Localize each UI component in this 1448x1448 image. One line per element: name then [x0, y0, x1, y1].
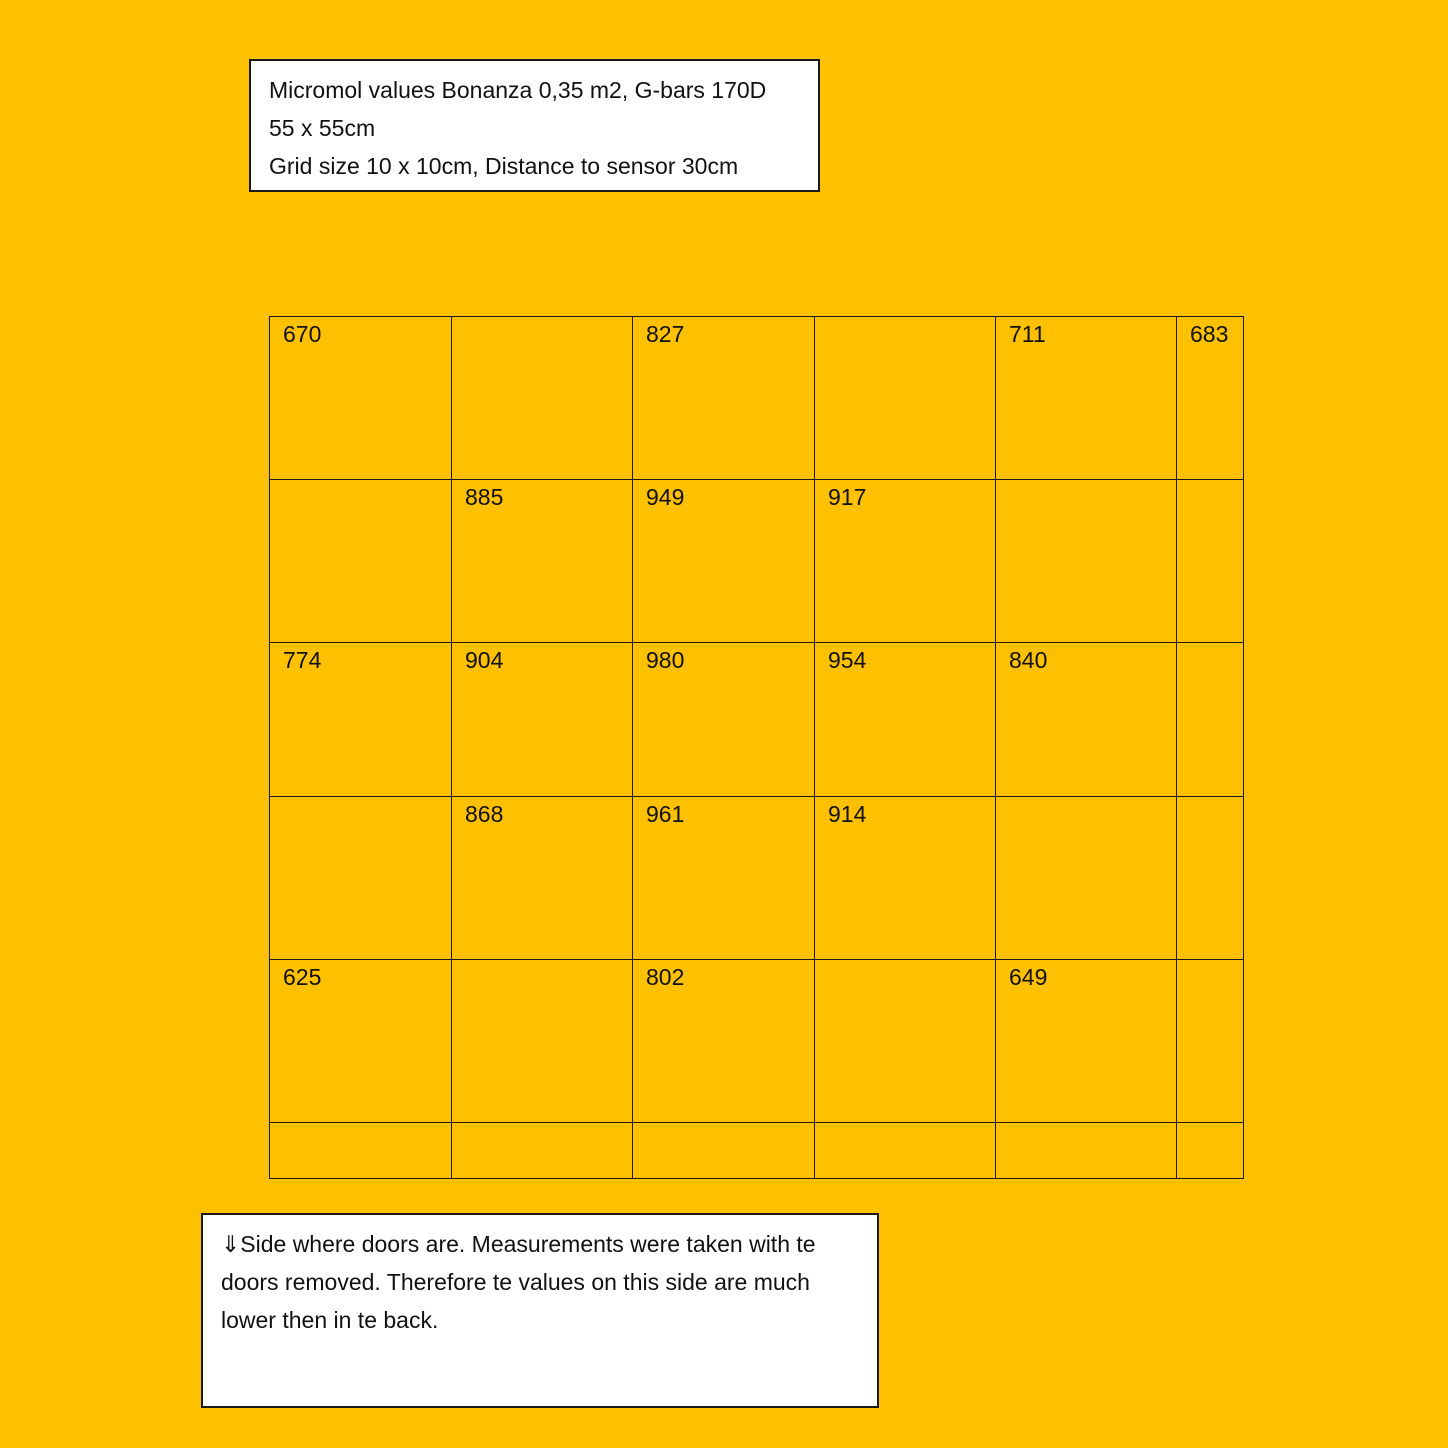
cell-value [452, 960, 632, 964]
title-box [249, 59, 820, 192]
cell-value [996, 797, 1176, 801]
cell-value: 917 [828, 484, 867, 510]
grid-cell [270, 1123, 452, 1179]
cell-value: 649 [1009, 964, 1048, 990]
grid-cell [452, 1123, 633, 1179]
title-line-2: 55 x 55cm [269, 115, 376, 141]
cell-value: 885 [465, 484, 504, 510]
note-line-2: doors removed. Therefore te values on this side are much [221, 1269, 810, 1295]
grid-cell [633, 1123, 815, 1179]
cell-value [633, 1123, 814, 1127]
grid-row [270, 1123, 1244, 1179]
grid-cell [452, 480, 633, 643]
grid-cell [1177, 480, 1244, 643]
grid-cell [633, 960, 815, 1123]
cell-value [1177, 1123, 1243, 1127]
grid-cell [270, 643, 452, 797]
cell-value: 954 [828, 647, 867, 673]
cell-value [996, 480, 1176, 484]
title-line-1: Micromol values Bonanza 0,35 m2, G-bars 170D [269, 77, 767, 103]
grid-row [270, 317, 1244, 480]
cell-value: 683 [1190, 321, 1229, 347]
cell-value [815, 1123, 995, 1127]
cell-value: 827 [646, 321, 685, 347]
grid-cell [452, 960, 633, 1123]
grid-cell [633, 797, 815, 960]
grid-cell [270, 480, 452, 643]
grid-cell [633, 643, 815, 797]
grid-cell [996, 797, 1177, 960]
grid-cell [815, 797, 996, 960]
cell-value: 840 [1009, 647, 1048, 673]
grid-cell [815, 960, 996, 1123]
grid-cell [996, 960, 1177, 1123]
cell-value: 868 [465, 801, 504, 827]
grid-row [270, 643, 1244, 797]
cell-value [270, 797, 451, 801]
grid-cell [1177, 797, 1244, 960]
note-box [201, 1213, 879, 1408]
grid-cell [270, 317, 452, 480]
measurement-grid [269, 316, 1244, 1179]
grid-cell [996, 480, 1177, 643]
cell-value [1177, 643, 1243, 647]
cell-value [452, 1123, 632, 1127]
cell-value: 774 [283, 647, 322, 673]
cell-value [996, 1123, 1176, 1127]
cell-value: 670 [283, 321, 322, 347]
grid-cell [452, 317, 633, 480]
grid-cell [815, 317, 996, 480]
grid-cell [996, 1123, 1177, 1179]
note-line-3: lower then in te back. [221, 1307, 439, 1333]
grid-cell [996, 643, 1177, 797]
cell-value [815, 960, 995, 964]
cell-value: 711 [1009, 321, 1046, 347]
grid-cell [270, 960, 452, 1123]
grid-cell [815, 643, 996, 797]
cell-value: 980 [646, 647, 685, 673]
cell-value [452, 317, 632, 321]
grid-row [270, 797, 1244, 960]
title-line-3: Grid size 10 x 10cm, Distance to sensor 30cm [269, 153, 739, 179]
cell-value [1177, 960, 1243, 964]
cell-value [1177, 480, 1243, 484]
grid-cell [452, 797, 633, 960]
cell-value: 949 [646, 484, 685, 510]
grid-cell [1177, 960, 1244, 1123]
grid-cell [996, 317, 1177, 480]
cell-value: 904 [465, 647, 504, 673]
note-line-1: ⇓Side where doors are. Measurements were taken with te [221, 1231, 816, 1257]
cell-value [815, 317, 995, 321]
grid-cell [452, 643, 633, 797]
grid-cell [815, 480, 996, 643]
grid-cell [1177, 643, 1244, 797]
grid-row [270, 480, 1244, 643]
cell-value [1177, 797, 1243, 801]
cell-value: 961 [646, 801, 685, 827]
grid-cell [815, 1123, 996, 1179]
cell-value [270, 1123, 451, 1127]
grid-cell [1177, 1123, 1244, 1179]
grid-cell [633, 480, 815, 643]
grid-row [270, 960, 1244, 1123]
cell-value: 802 [646, 964, 685, 990]
cell-value: 914 [828, 801, 867, 827]
grid-cell [633, 317, 815, 480]
grid-cell [270, 797, 452, 960]
cell-value: 625 [283, 964, 322, 990]
grid-cell [1177, 317, 1244, 480]
cell-value [270, 480, 451, 484]
